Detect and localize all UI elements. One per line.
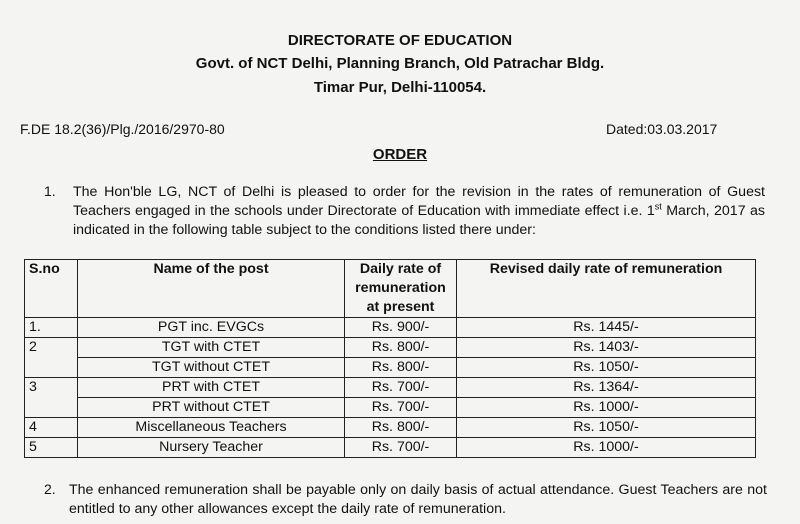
table-row bbox=[25, 378, 756, 398]
table-header-row bbox=[25, 260, 756, 318]
para1-text bbox=[73, 183, 765, 240]
table-row bbox=[25, 358, 756, 378]
cell-revised-rate: Rs. 1050/- bbox=[457, 418, 756, 438]
para1-number: 1. bbox=[44, 183, 56, 199]
cell-post: Nursery Teacher bbox=[78, 438, 345, 458]
cell-present-rate: Rs. 700/- bbox=[345, 438, 457, 458]
cell-present-rate: Rs. 800/- bbox=[345, 358, 457, 378]
cell-sno: 3 bbox=[25, 378, 78, 418]
header-post: Name of the post bbox=[78, 260, 345, 318]
cell-revised-rate: Rs. 1403/- bbox=[457, 338, 756, 358]
cell-post: Miscellaneous Teachers bbox=[78, 418, 345, 438]
table-row bbox=[25, 418, 756, 438]
cell-revised-rate: Rs. 1000/- bbox=[457, 438, 756, 458]
cell-sno: 5 bbox=[25, 438, 78, 458]
para2-text: The enhanced remuneration shall be payable only on daily basis of actual attendance. Guest Teachers are not entitled to any other allowances except the daily rate of remuneration. bbox=[69, 482, 767, 517]
para1-text-end: March, 2017 as indicated in the following table subject to the conditions listed there under: bbox=[73, 203, 766, 238]
remuneration-table bbox=[24, 259, 756, 458]
header-revised-rate: Revised daily rate of remuneration bbox=[457, 260, 756, 318]
cell-present-rate: Rs. 800/- bbox=[345, 418, 457, 438]
table-row bbox=[25, 318, 756, 338]
department-address: Timar Pur, Delhi-110054. bbox=[313, 79, 487, 96]
cell-sno: 1. bbox=[25, 318, 78, 338]
cell-revised-rate: Rs. 1000/- bbox=[457, 398, 756, 418]
department-subtitle: Govt. of NCT Delhi, Planning Branch, Old Patrachar Bldg. bbox=[195, 55, 605, 72]
cell-present-rate: Rs. 700/- bbox=[345, 398, 457, 418]
para1-text-start: The Hon'ble LG, NCT of Delhi is pleased to order for the revision in the rates of remuneration of Guest Teachers engaged in the schools under Directorate of Education with immediate effect i.e. 1 bbox=[73, 184, 765, 219]
para2-number: 2. bbox=[44, 481, 56, 497]
cell-post: TGT with CTET bbox=[78, 338, 345, 358]
cell-revised-rate: Rs. 1050/- bbox=[457, 358, 756, 378]
cell-sno: 2 bbox=[25, 338, 78, 378]
header-sno: S.no bbox=[25, 260, 78, 318]
order-date: Dated:03.03.2017 bbox=[606, 121, 718, 137]
header-present-rate: Daily rate of remuneration at present bbox=[345, 260, 457, 318]
cell-revised-rate: Rs. 1364/- bbox=[457, 378, 756, 398]
cell-post: PGT inc. EVGCs bbox=[78, 318, 345, 338]
table-row bbox=[25, 398, 756, 418]
para1-superscript: st bbox=[654, 201, 662, 212]
table-row bbox=[25, 338, 756, 358]
cell-post: TGT without CTET bbox=[78, 358, 345, 378]
cell-revised-rate: Rs. 1445/- bbox=[457, 318, 756, 338]
department-title: DIRECTORATE OF EDUCATION bbox=[287, 32, 513, 49]
cell-post: PRT with CTET bbox=[78, 378, 345, 398]
reference-number: F.DE 18.2(36)/Plg./2016/2970-80 bbox=[20, 121, 225, 137]
cell-post: PRT without CTET bbox=[78, 398, 345, 418]
table-row bbox=[25, 438, 756, 458]
cell-present-rate: Rs. 700/- bbox=[345, 378, 457, 398]
order-title: ORDER bbox=[372, 146, 428, 163]
cell-present-rate: Rs. 900/- bbox=[345, 318, 457, 338]
cell-sno: 4 bbox=[25, 418, 78, 438]
cell-present-rate: Rs. 800/- bbox=[345, 338, 457, 358]
